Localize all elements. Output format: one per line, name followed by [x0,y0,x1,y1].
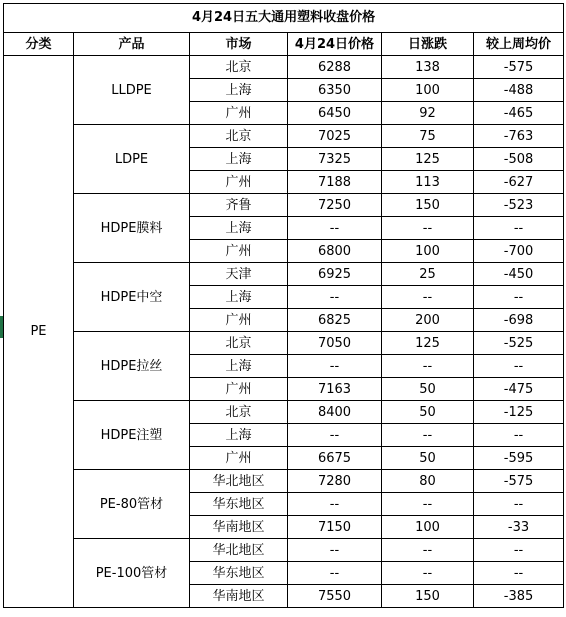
weekly-avg-diff-cell[interactable]: -523 [474,194,564,217]
price-cell[interactable]: 7025 [288,125,382,148]
market-cell[interactable]: 齐鲁 [190,194,288,217]
market-cell[interactable]: 广州 [190,309,288,332]
weekly-avg-diff-cell[interactable]: -125 [474,401,564,424]
weekly-avg-diff-cell[interactable]: -- [474,286,564,309]
table-row [4,539,564,562]
price-cell[interactable]: -- [288,286,382,309]
market-cell[interactable]: 上海 [190,355,288,378]
market-cell[interactable]: 北京 [190,125,288,148]
weekly-avg-diff-cell[interactable]: -- [474,539,564,562]
price-cell[interactable]: 7050 [288,332,382,355]
daily-change-cell[interactable]: -- [382,286,474,309]
price-cell[interactable]: 7150 [288,516,382,539]
price-cell[interactable]: 7163 [288,378,382,401]
market-cell[interactable]: 华东地区 [190,493,288,516]
weekly-avg-diff-cell[interactable]: -- [474,355,564,378]
market-cell[interactable]: 华北地区 [190,539,288,562]
header-market[interactable]: 市场 [190,33,288,56]
market-cell[interactable]: 广州 [190,171,288,194]
table-row [4,125,564,148]
daily-change-cell[interactable]: -- [382,424,474,447]
daily-change-cell[interactable]: 138 [382,56,474,79]
header-daily-change[interactable]: 日涨跌 [382,33,474,56]
weekly-avg-diff-cell[interactable]: -33 [474,516,564,539]
daily-change-cell[interactable]: -- [382,493,474,516]
header-product[interactable]: 产品 [74,33,190,56]
daily-change-cell[interactable]: -- [382,562,474,585]
product-cell[interactable]: LDPE [74,125,190,194]
market-cell[interactable]: 华北地区 [190,470,288,493]
weekly-avg-diff-cell[interactable]: -575 [474,56,564,79]
price-cell[interactable]: 6350 [288,79,382,102]
market-cell[interactable]: 华南地区 [190,516,288,539]
daily-change-cell[interactable]: -- [382,355,474,378]
daily-change-cell[interactable]: 200 [382,309,474,332]
weekly-avg-diff-cell[interactable]: -595 [474,447,564,470]
price-cell[interactable]: -- [288,217,382,240]
price-cell[interactable]: -- [288,424,382,447]
header-price[interactable]: 4月24日价格 [288,33,382,56]
market-cell[interactable]: 华南地区 [190,585,288,608]
header-weekly-avg-diff[interactable]: 较上周均价 [474,33,564,56]
price-table [3,3,564,608]
weekly-avg-diff-cell[interactable]: -- [474,424,564,447]
weekly-avg-diff-cell[interactable]: -508 [474,148,564,171]
product-cell[interactable]: HDPE中空 [74,263,190,332]
header-row [4,33,564,56]
price-cell[interactable]: -- [288,562,382,585]
market-cell[interactable]: 天津 [190,263,288,286]
price-cell[interactable]: -- [288,355,382,378]
daily-change-cell[interactable]: 50 [382,401,474,424]
weekly-avg-diff-cell[interactable]: -700 [474,240,564,263]
daily-change-cell[interactable]: -- [382,539,474,562]
daily-change-cell[interactable]: 113 [382,171,474,194]
weekly-avg-diff-cell[interactable]: -- [474,493,564,516]
price-cell[interactable]: 7250 [288,194,382,217]
daily-change-cell[interactable]: 150 [382,194,474,217]
category-cell[interactable]: PE [4,56,74,608]
daily-change-cell[interactable]: 125 [382,332,474,355]
weekly-avg-diff-cell[interactable]: -- [474,217,564,240]
daily-change-cell[interactable]: 50 [382,447,474,470]
market-cell[interactable]: 上海 [190,148,288,171]
market-cell[interactable]: 广州 [190,447,288,470]
market-cell[interactable]: 北京 [190,401,288,424]
market-cell[interactable]: 北京 [190,56,288,79]
price-cell[interactable]: 8400 [288,401,382,424]
price-cell[interactable]: 6925 [288,263,382,286]
price-cell[interactable]: 7188 [288,171,382,194]
weekly-avg-diff-cell[interactable]: -575 [474,470,564,493]
market-cell[interactable]: 广州 [190,102,288,125]
market-cell[interactable]: 上海 [190,217,288,240]
daily-change-cell[interactable]: 75 [382,125,474,148]
weekly-avg-diff-cell[interactable]: -763 [474,125,564,148]
price-cell[interactable]: 6825 [288,309,382,332]
price-cell[interactable]: 6675 [288,447,382,470]
price-cell[interactable]: 6800 [288,240,382,263]
table-row [4,194,564,217]
daily-change-cell[interactable]: -- [382,217,474,240]
table-row [4,332,564,355]
table-row [4,263,564,286]
market-cell[interactable]: 上海 [190,79,288,102]
price-cell[interactable]: 7280 [288,470,382,493]
table-row [4,401,564,424]
table-row [4,56,564,79]
daily-change-cell[interactable]: 92 [382,102,474,125]
table-title[interactable]: 4月24日五大通用塑料收盘价格 [4,4,564,33]
daily-change-cell[interactable]: 100 [382,240,474,263]
market-cell[interactable]: 上海 [190,286,288,309]
price-cell[interactable]: 7550 [288,585,382,608]
product-cell[interactable]: HDPE膜料 [74,194,190,263]
product-cell[interactable]: LLDPE [74,56,190,125]
daily-change-cell[interactable]: 125 [382,148,474,171]
daily-change-cell[interactable]: 80 [382,470,474,493]
price-cell[interactable]: -- [288,539,382,562]
weekly-avg-diff-cell[interactable]: -385 [474,585,564,608]
product-cell[interactable]: PE-100管材 [74,539,190,608]
weekly-avg-diff-cell[interactable]: -525 [474,332,564,355]
product-cell[interactable]: HDPE注塑 [74,401,190,470]
daily-change-cell[interactable]: 100 [382,79,474,102]
weekly-avg-diff-cell[interactable]: -627 [474,171,564,194]
daily-change-cell[interactable]: 150 [382,585,474,608]
weekly-avg-diff-cell[interactable]: -- [474,562,564,585]
market-cell[interactable]: 华东地区 [190,562,288,585]
market-cell[interactable]: 上海 [190,424,288,447]
weekly-avg-diff-cell[interactable]: -465 [474,102,564,125]
table-row [4,470,564,493]
market-cell[interactable]: 北京 [190,332,288,355]
daily-change-cell[interactable]: 100 [382,516,474,539]
price-cell[interactable]: 6450 [288,102,382,125]
price-cell[interactable]: 6288 [288,56,382,79]
market-cell[interactable]: 广州 [190,240,288,263]
price-cell[interactable]: -- [288,493,382,516]
weekly-avg-diff-cell[interactable]: -488 [474,79,564,102]
product-cell[interactable]: HDPE拉丝 [74,332,190,401]
price-cell[interactable]: 7325 [288,148,382,171]
weekly-avg-diff-cell[interactable]: -450 [474,263,564,286]
market-cell[interactable]: 广州 [190,378,288,401]
weekly-avg-diff-cell[interactable]: -475 [474,378,564,401]
product-cell[interactable]: PE-80管材 [74,470,190,539]
daily-change-cell[interactable]: 50 [382,378,474,401]
weekly-avg-diff-cell[interactable]: -698 [474,309,564,332]
daily-change-cell[interactable]: 25 [382,263,474,286]
header-category[interactable]: 分类 [4,33,74,56]
